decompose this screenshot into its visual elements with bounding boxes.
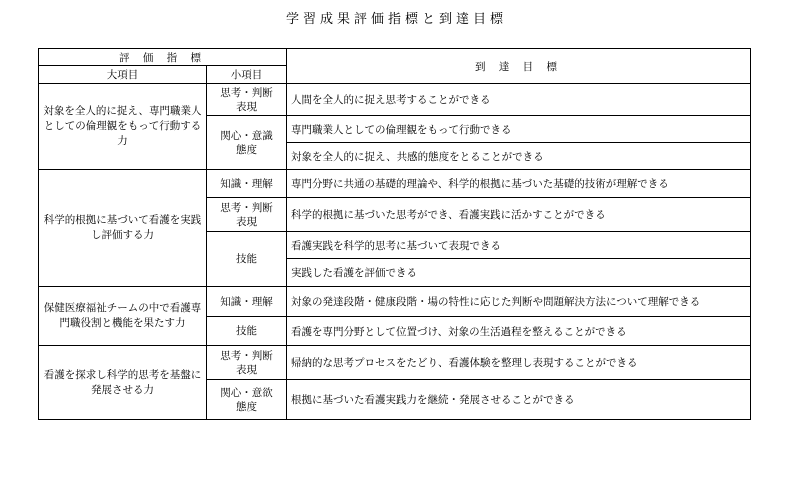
- page-title: 学習成果評価指標と到達目標: [285, 12, 507, 27]
- goal-cell: 対象の発達段階・健康段階・場の特性に応じた判断や問題解決方法について理解できる: [287, 287, 751, 317]
- minor-item-cell: 思考・判断 表現: [207, 84, 287, 116]
- header-evaluation-indicators: 評 価 指 標: [39, 49, 287, 66]
- minor-item-cell: 技能: [207, 317, 287, 346]
- major-item-cell: 科学的根拠に基づいて看護を実践し評価する力: [39, 170, 207, 287]
- goal-cell: 人間を全人的に捉え思考することができる: [287, 84, 751, 116]
- goal-cell: 専門分野に共通の基礎的理論や、科学的根拠に基づいた基礎的技術が理解できる: [287, 170, 751, 198]
- table-row: [39, 287, 751, 317]
- criteria-table: [38, 48, 751, 420]
- table-row: [39, 170, 751, 198]
- goal-cell: 実践した看護を評価できる: [287, 259, 751, 287]
- minor-item-cell: 関心・意欲 態度: [207, 380, 287, 420]
- minor-item-cell: 技能: [207, 232, 287, 287]
- table-row: [39, 346, 751, 380]
- goal-cell: 看護実践を科学的思考に基づいて表現できる: [287, 232, 751, 259]
- goal-cell: 対象を全人的に捉え、共感的態度をとることができる: [287, 143, 751, 170]
- major-item-cell: 看護を探求し科学的思考を基盤に発展させる力: [39, 346, 207, 420]
- major-item-cell: 保健医療福祉チームの中で看護専門職役割と機能を果たす力: [39, 287, 207, 346]
- minor-item-cell: 思考・判断 表現: [207, 346, 287, 380]
- goal-cell: 根拠に基づいた看護実践力を継続・発展させることができる: [287, 380, 751, 420]
- table-body: [39, 84, 751, 420]
- major-item-cell: 対象を全人的に捉え、専門職業人としての倫理観をもって行動する力: [39, 84, 207, 170]
- goal-cell: 科学的根拠に基づいた思考ができ、看護実践に活かすことができる: [287, 198, 751, 232]
- header-major-item: 大項目: [39, 66, 207, 84]
- table-row: [39, 84, 751, 116]
- minor-item-cell: 知識・理解: [207, 170, 287, 198]
- goal-cell: 看護を専門分野として位置づけ、対象の生活過程を整えることができる: [287, 317, 751, 346]
- header-minor-item: 小項目: [207, 66, 287, 84]
- goal-cell: 専門職業人としての倫理観をもって行動できる: [287, 116, 751, 143]
- minor-item-cell: 思考・判断 表現: [207, 198, 287, 232]
- goal-cell: 帰納的な思考プロセスをたどり、看護体験を整理し表現することができる: [287, 346, 751, 380]
- minor-item-cell: 知識・理解: [207, 287, 287, 317]
- minor-item-cell: 関心・意識 態度: [207, 116, 287, 170]
- header-goals: 到 達 目 標: [287, 49, 751, 84]
